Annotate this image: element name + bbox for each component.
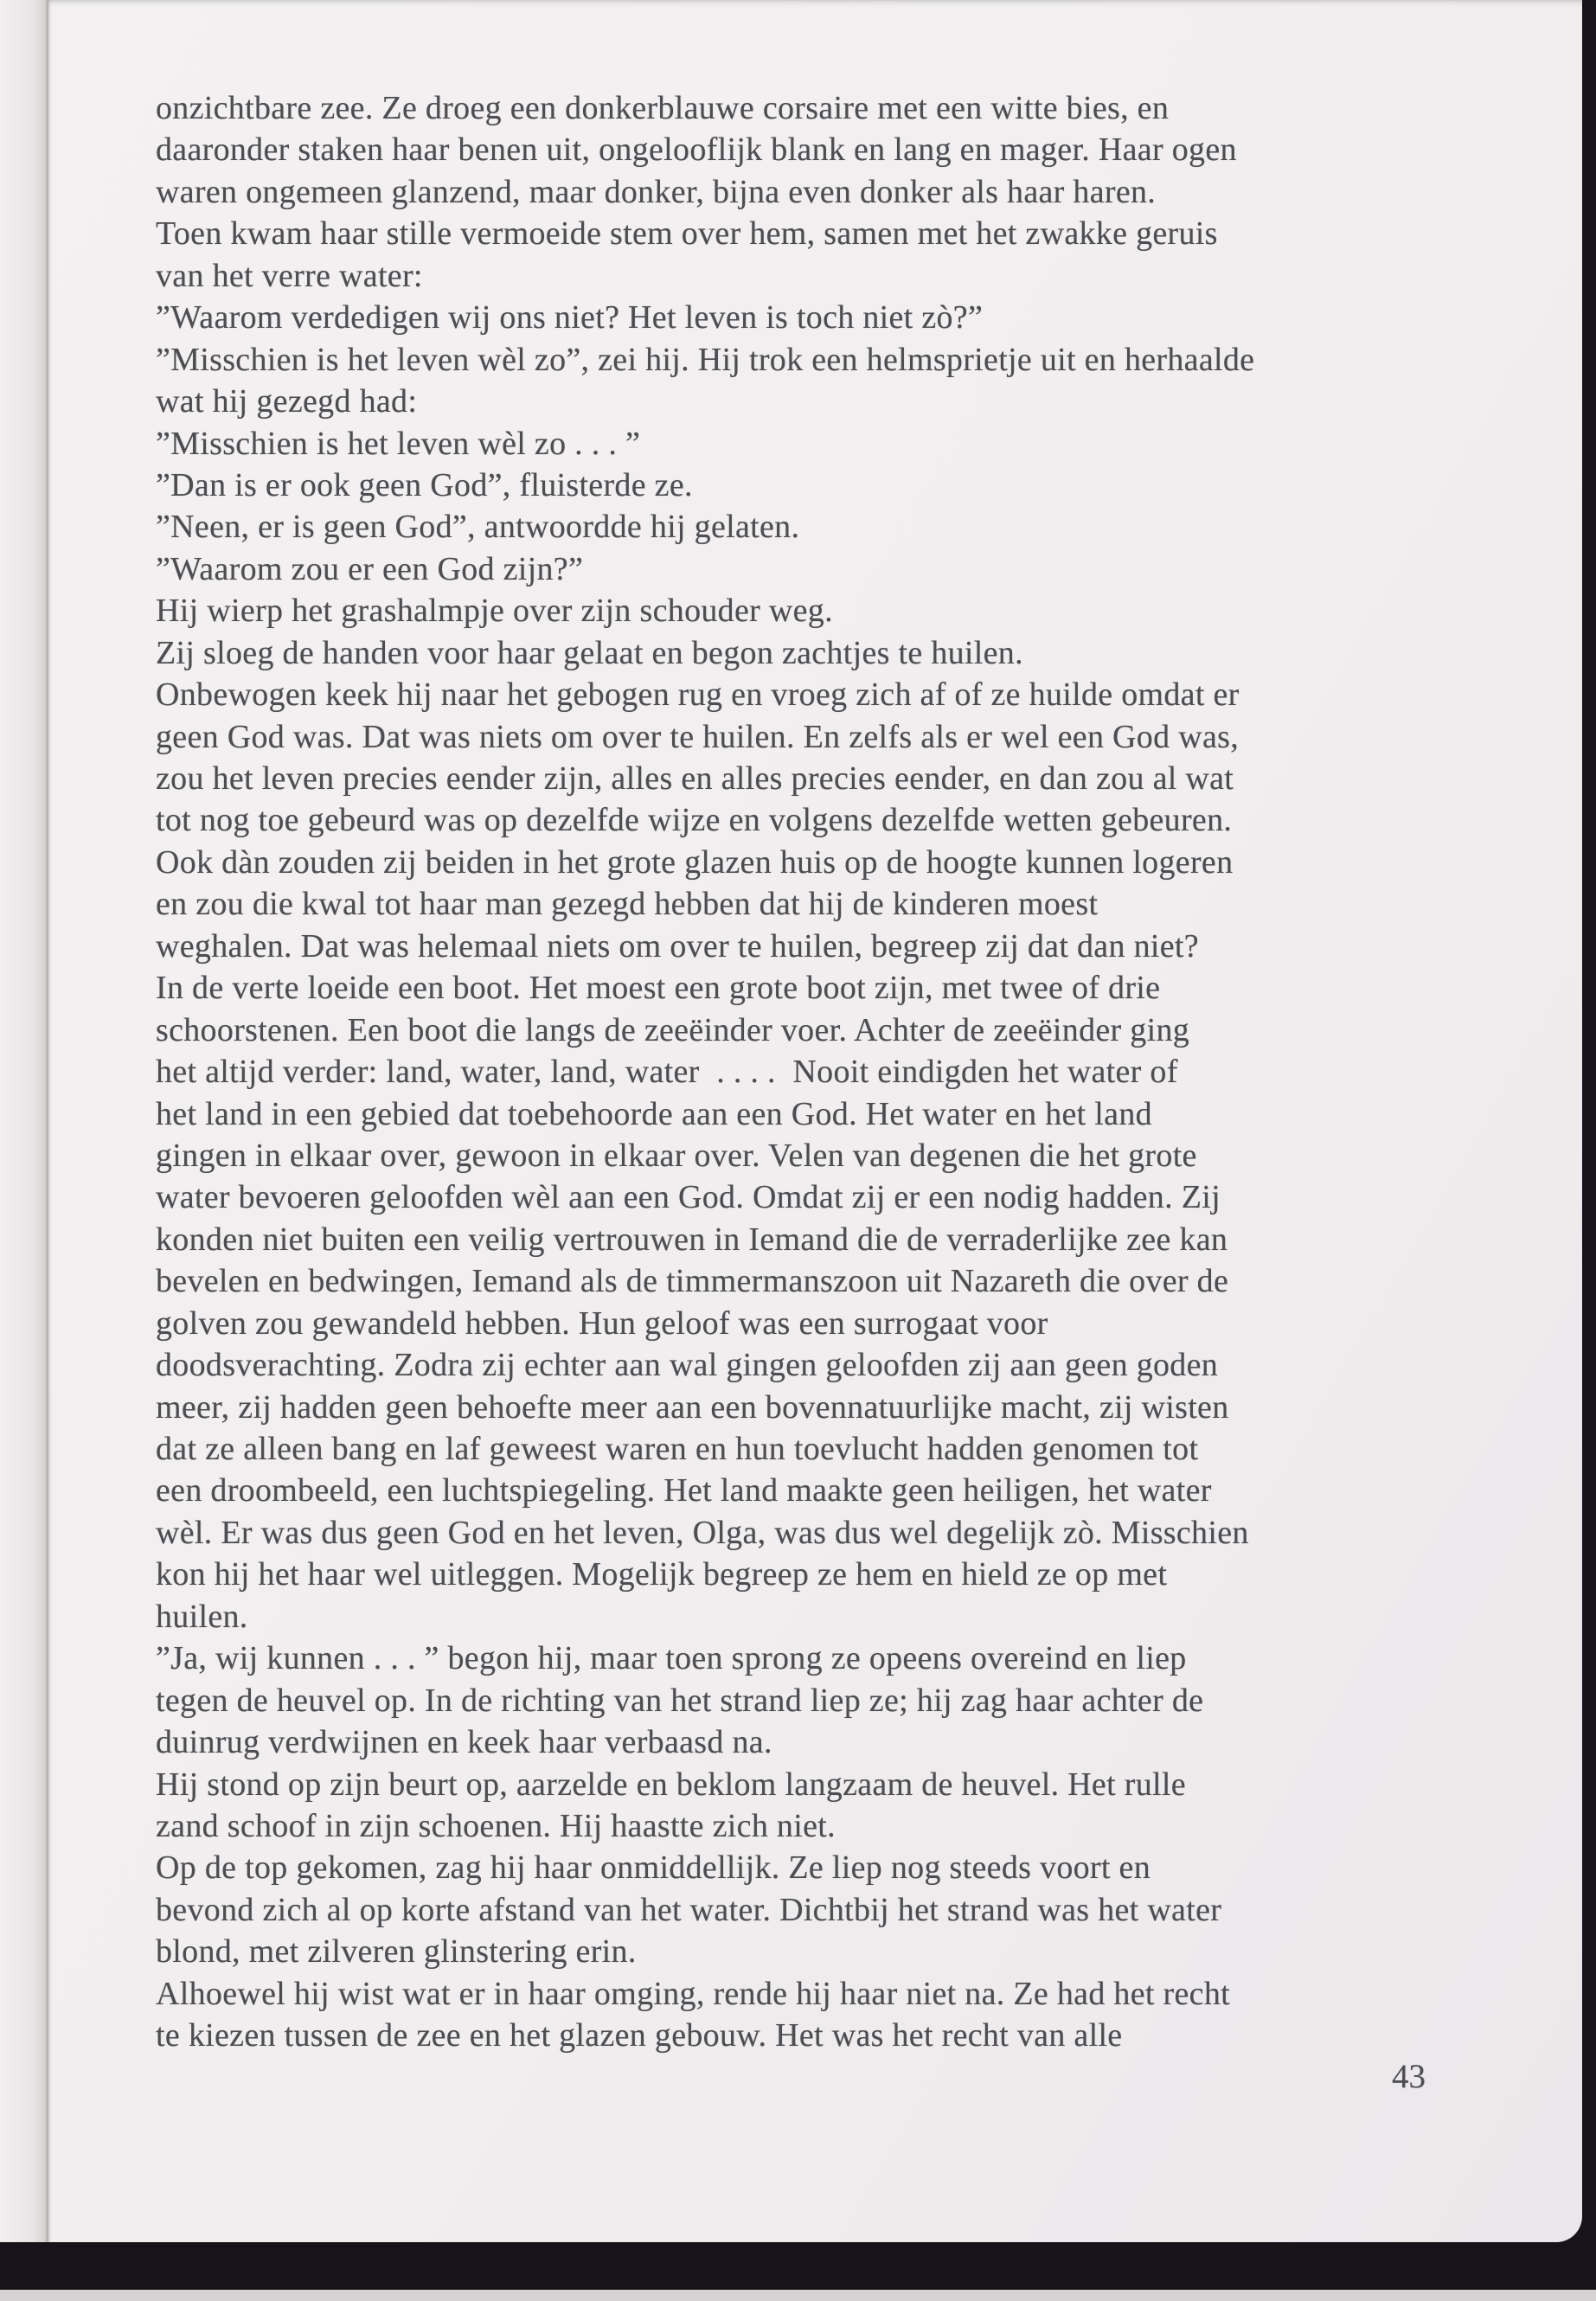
text-line: ”Misschien is het leven wèl zo”, zei hij. Hij trok een helmsprietje uit en herhaalde [156, 341, 1255, 378]
text-line: Zij sloeg de handen voor haar gelaat en begon zachtjes te huilen. [156, 634, 1023, 671]
page-inner-margin-shadow [0, 0, 48, 2242]
text-line: ”Ja, wij kunnen . . . ” begon hij, maar toen sprong ze opeens overeind en liep [156, 1640, 1187, 1677]
text-line: kon hij het haar wel uitleggen. Mogelijk begreep ze hem en hield ze op met [156, 1556, 1168, 1593]
text-line: te kiezen tussen de zee en het glazen gebouw. Het was het recht van alle [156, 2017, 1123, 2054]
text-line: konden niet buiten een veilig vertrouwen in Iemand die de verraderlijke zee kan [156, 1221, 1228, 1258]
text-line: het altijd verder: land, water, land, water . . . . Nooit eindigden het water of [156, 1054, 1178, 1091]
text-line: weghalen. Dat was helemaal niets om over te huilen, begreep zij dat dan niet? [156, 927, 1199, 965]
text-line: geen God was. Dat was niets om over te huilen. En zelfs als er wel een God was, [156, 718, 1240, 755]
text-line: zou het leven precies eender zijn, alles en alles precies eender, en dan zou al wat [156, 760, 1234, 797]
text-line: ”Waarom verdedigen wij ons niet? Het leven is toch niet zò?” [156, 299, 984, 336]
text-line: tot nog toe gebeurd was op dezelfde wijze en volgens dezelfde wetten gebeuren. [156, 802, 1233, 839]
text-line: meer, zij hadden geen behoefte meer aan een bovennatuurlijke macht, zij wisten [156, 1388, 1229, 1426]
text-line: Hij stond op zijn beurt op, aarzelde en beklom langzaam de heuvel. Het rulle [156, 1766, 1186, 1803]
text-line: schoorstenen. Een boot die langs de zeeëinder voer. Achter de zeeëinder ging [156, 1011, 1190, 1048]
text-line: zand schoof in zijn schoenen. Hij haastte zich niet. [156, 1807, 836, 1844]
text-line: tegen de heuvel op. In de richting van het strand liep ze; hij zag haar achter de [156, 1682, 1204, 1719]
page-text [156, 87, 1254, 2057]
text-line: Op de top gekomen, zag hij haar onmiddellijk. Ze liep nog steeds voort en [156, 1849, 1151, 1887]
text-line: ”Dan is er ook geen God”, fluisterde ze. [156, 466, 693, 503]
text-line: wat hij gezegd had: [156, 383, 418, 420]
text-line: een droombeeld, een luchtspiegeling. Het land maakte geen heiligen, het water [156, 1472, 1212, 1509]
text-line: huilen. [156, 1598, 248, 1635]
text-line: en zou die kwal tot haar man gezegd hebben dat hij de kinderen moest [156, 886, 1099, 923]
text-line: Toen kwam haar stille vermoeide stem over hem, samen met het zwakke geruis [156, 215, 1218, 253]
text-line: Alhoewel hij wist wat er in haar omging, rende hij haar niet na. Ze had het recht [156, 1975, 1230, 2012]
text-line: ”Neen, er is geen God”, antwoordde hij gelaten. [156, 509, 800, 546]
text-line: onzichtbare zee. Ze droeg een donkerblauwe corsaire met een witte bies, en [156, 90, 1170, 126]
text-line: van het verre water: [156, 257, 423, 294]
text-line: gingen in elkaar over, gewoon in elkaar over. Velen van degenen die het grote [156, 1137, 1197, 1174]
page-number: 43 [1392, 2058, 1426, 2095]
text-line: duinrug verdwijnen en keek haar verbaasd na. [156, 1724, 772, 1761]
text-line: doodsverachting. Zodra zij echter aan wal gingen geloofden zij aan geen goden [156, 1347, 1219, 1384]
text-line: Ook dàn zouden zij beiden in het grote glazen huis op de hoogte kunnen logeren [156, 843, 1234, 881]
text-line: ”Waarom zou er een God zijn?” [156, 550, 584, 587]
text-line: In de verte loeide een boot. Het moest een grote boot zijn, met twee of drie [156, 970, 1161, 1007]
text-line: waren ongemeen glanzend, maar donker, bijna even donker als haar haren. [156, 173, 1157, 210]
text-line: Onbewogen keek hij naar het gebogen rug en vroeg zich af of ze huilde omdat er [156, 676, 1240, 714]
text-line: water bevoeren geloofden wèl aan een God. Omdat zij er een nodig hadden. Zij [156, 1179, 1221, 1216]
text-line: bevond zich al op korte afstand van het water. Dichtbij het strand was het water [156, 1891, 1222, 1928]
text-line: bevelen en bedwingen, Iemand als de timmermanszoon uit Nazareth die over de [156, 1263, 1229, 1300]
text-line: dat ze alleen bang en laf geweest waren en hun toevlucht hadden genomen tot [156, 1431, 1199, 1467]
text-line: Hij wierp het grashalmpje over zijn schouder weg. [156, 593, 833, 630]
text-line: golven zou gewandeld hebben. Hun geloof was een surrogaat voor [156, 1304, 1048, 1342]
text-line: wèl. Er was dus geen God en het leven, Olga, was dus wel degelijk zò. Misschien [156, 1514, 1249, 1551]
text-line: het land in een gebied dat toebehoorde aan een God. Het water en het land [156, 1095, 1152, 1132]
text-line: blond, met zilveren glinstering erin. [156, 1933, 637, 1971]
scan-bottom-strip [0, 2290, 1596, 2301]
text-line: ”Misschien is het leven wèl zo . . . ” [156, 425, 641, 462]
text-line: daaronder staken haar benen uit, ongelooflijk blank en lang en mager. Haar ogen [156, 131, 1237, 169]
